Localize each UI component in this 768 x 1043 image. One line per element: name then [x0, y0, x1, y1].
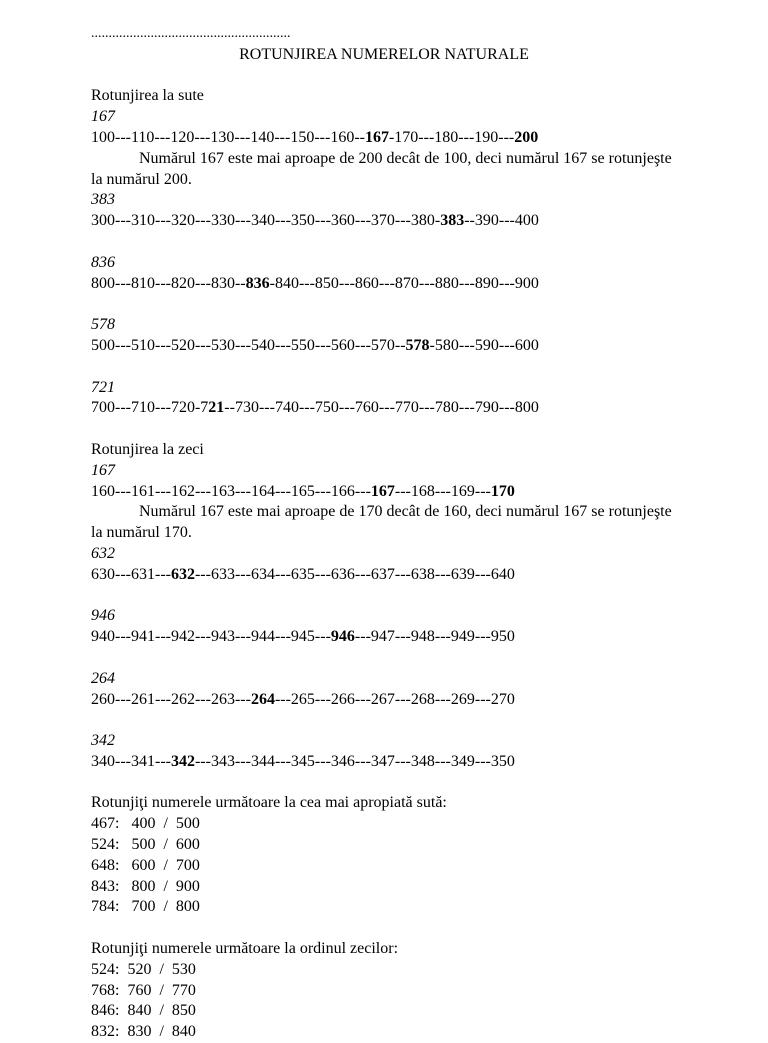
sequence-text: 700---710---720-7 — [91, 399, 209, 417]
exercise-item: 524: 520 / 530 — [91, 960, 196, 978]
sequence-text: ---947---948---949---950 — [354, 628, 515, 646]
highlighted-number: 264 — [250, 690, 275, 708]
sequence-text: 500---510---520---530---540---550---560---570-- — [91, 336, 406, 354]
example-number: 264 — [91, 669, 115, 687]
example-number: 578 — [91, 316, 115, 334]
spacer — [91, 232, 691, 253]
spacer — [91, 294, 691, 315]
explanation-text: Numărul 167 este mai aproape de 170 decât de 160, deci numărul 167 se rotunjeşte la numărul 170. — [91, 503, 672, 542]
exercise-item: 843: 800 / 900 — [91, 877, 200, 895]
exercise-item: 846: 840 / 850 — [91, 1002, 196, 1020]
number-sequence — [91, 627, 691, 648]
number-sequence — [91, 274, 691, 295]
sequence-text: 940---941---942---943---944---945--- — [91, 628, 331, 646]
number-sequence — [91, 336, 691, 357]
section-heading: Rotunjirea la zeci — [91, 440, 204, 458]
sequence-text: --730---740---750---760---770---780---790---800 — [224, 399, 539, 417]
highlighted-number: 21 — [208, 399, 225, 417]
sequence-text: ---168---169--- — [394, 482, 491, 500]
explanation-paragraph — [91, 502, 677, 544]
page-title: ROTUNJIREA NUMERELOR NATURALE — [239, 45, 529, 63]
exercise-item: 784: 700 / 800 — [91, 898, 200, 916]
spacer — [91, 710, 691, 731]
example-number: 721 — [91, 378, 115, 396]
example-number: 836 — [91, 253, 115, 271]
spacer — [91, 419, 691, 440]
example-number: 167 — [91, 108, 115, 126]
sequence-text: 800---810---820---830-- — [91, 274, 246, 292]
number-sequence — [91, 690, 691, 711]
example-number: 342 — [91, 732, 115, 750]
spacer — [91, 918, 691, 939]
number-sequence — [91, 752, 691, 773]
sequence-text: 160---161---162---163---164---165---166--- — [91, 482, 371, 500]
sequence-text: ---633---634---635---636---637---638---639---640 — [194, 565, 515, 583]
sequence-text: 100---110---120---130---140---150---160-- — [91, 128, 365, 146]
sequence-text: -170---180---190--- — [388, 128, 515, 146]
number-sequence — [91, 482, 691, 503]
highlighted-number: 200 — [514, 128, 539, 146]
number-sequence — [91, 398, 691, 419]
example-number: 632 — [91, 544, 115, 562]
example-number: 167 — [91, 461, 115, 479]
exercise-prompt: Rotunjiţi numerele următoare la ordinul zecilor: — [91, 940, 399, 958]
highlighted-number: 946 — [330, 628, 355, 646]
highlighted-number: 383 — [440, 212, 465, 230]
example-number: 946 — [91, 607, 115, 625]
sequence-text: -840---850---860---870---880---890---900 — [269, 274, 539, 292]
exercise-item: 648: 600 / 700 — [91, 856, 200, 874]
exercise-item: 524: 500 / 600 — [91, 836, 200, 854]
exercise-item: 768: 760 / 770 — [91, 981, 196, 999]
sequence-text: 630---631--- — [91, 565, 171, 583]
number-sequence — [91, 211, 691, 232]
section-heading: Rotunjirea la sute — [91, 87, 204, 105]
document-content — [91, 86, 691, 1043]
exercise-prompt: Rotunjiţi numerele următoare la cea mai apropiată sută: — [91, 794, 447, 812]
explanation-paragraph — [91, 149, 677, 191]
highlighted-number: 578 — [405, 336, 430, 354]
exercise-item: 832: 830 / 840 — [91, 1023, 196, 1041]
highlighted-number: 167 — [364, 128, 389, 146]
highlighted-number: 170 — [490, 482, 515, 500]
explanation-text: Numărul 167 este mai aproape de 200 decât de 100, deci numărul 167 se rotunjeşte la numărul 200. — [91, 149, 672, 188]
spacer — [91, 586, 691, 607]
sequence-text: ---265---266---267---268---269---270 — [274, 690, 515, 708]
exercise-item: 467: 400 / 500 — [91, 815, 200, 833]
sequence-text: -580---590---600 — [429, 336, 539, 354]
name-line: ......................................................... — [91, 26, 291, 41]
spacer — [91, 648, 691, 669]
highlighted-number: 167 — [370, 482, 395, 500]
highlighted-number: 632 — [170, 565, 195, 583]
spacer — [91, 66, 691, 87]
sequence-text: --390---400 — [464, 212, 539, 230]
number-sequence — [91, 128, 691, 149]
document-page — [91, 24, 691, 1043]
sequence-text: 300---310---320---330---340---350---360---370---380- — [91, 212, 441, 230]
sequence-text: 340---341--- — [91, 752, 171, 770]
example-number: 383 — [91, 191, 115, 209]
sequence-text: ---343---344---345---346---347---348---349---350 — [194, 752, 515, 770]
highlighted-number: 342 — [170, 752, 195, 770]
highlighted-number: 836 — [245, 274, 270, 292]
spacer — [91, 773, 691, 794]
spacer — [91, 357, 691, 378]
sequence-text: 260---261---262---263--- — [91, 690, 251, 708]
number-sequence — [91, 565, 691, 586]
